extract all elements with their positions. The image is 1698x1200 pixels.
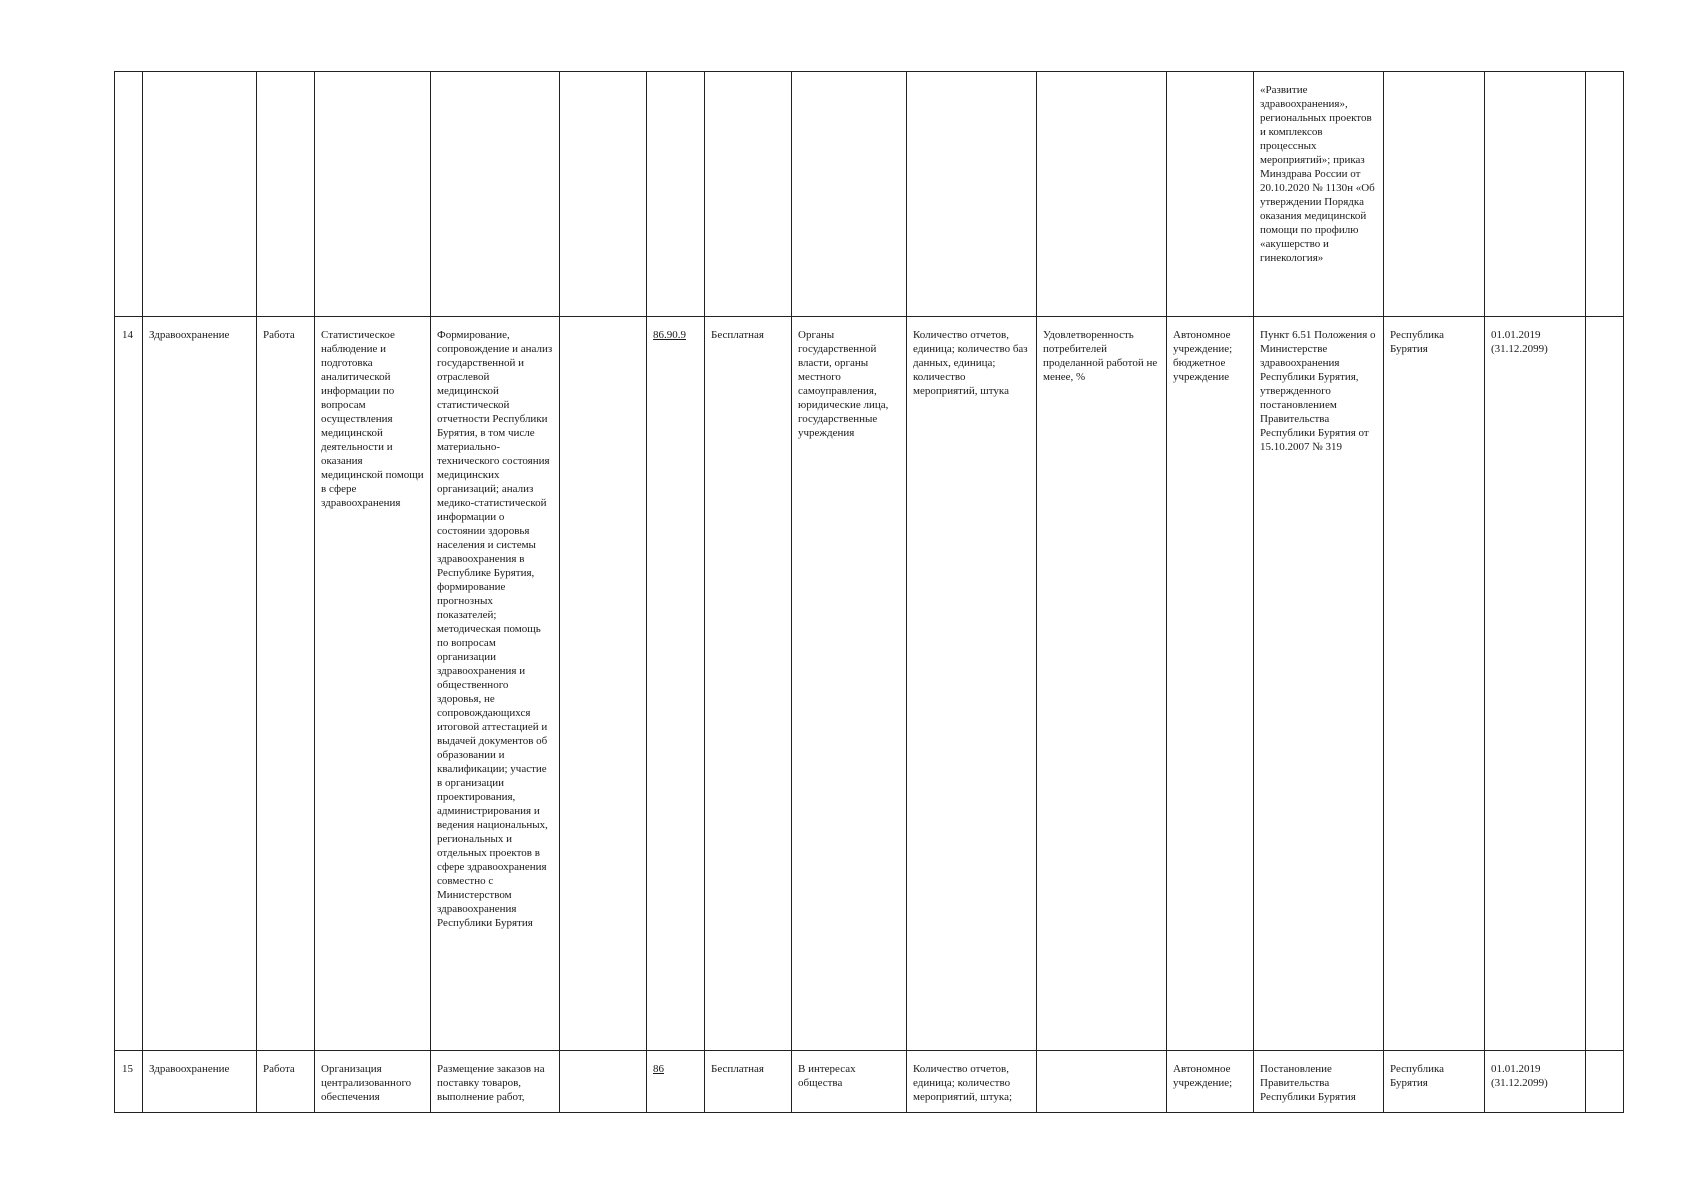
cell-last [1586, 317, 1624, 1051]
cell-quality-indicators [1037, 72, 1167, 317]
cell-legal-basis [1254, 72, 1384, 317]
cell-number [115, 72, 143, 317]
cell-dates: 01.01.2019 (31.12.2099) [1485, 1051, 1586, 1113]
cell-sphere [143, 72, 257, 317]
table-row [115, 1051, 1624, 1113]
cell-institution-type: Автономное учреждение; бюджетное учреждение [1167, 317, 1254, 1051]
cell-content: Формирование, сопровождение и анализ государственной и отраслевой медицинской статистической отчетности Республики Бурятия, в том числе материально-технического состояния медицинских организаций; анализ медико-статистической информации о состоянии здоровья населения и системы здравоохранения в Республике Бурятия, формирование прогнозных показателей; методическая помощь по вопросам организации здравоохранения и общественного здоровья, не сопровождающихся итоговой аттестацией и выдачей документов об образовании и квалификации; участие в организации проектирования, администрирования и ведения национальных, региональных и отдельных проектов в сфере здравоохранения совместно с Министерством здравоохранения Республики Бурятия [431, 317, 560, 1051]
cell-type: Работа [257, 317, 315, 1051]
cell-quality-indicators: Удовлетворенность потребителей проделанной работой не менее, % [1037, 317, 1167, 1051]
cell-content [431, 72, 560, 317]
cell-type: Работа [257, 1051, 315, 1113]
cell-level: Республика Бурятия [1384, 317, 1485, 1051]
registry-table [114, 71, 1624, 1113]
cell-last [1586, 1051, 1624, 1113]
cell-empty [560, 317, 647, 1051]
cell-number: 15 [115, 1051, 143, 1113]
cell-payment: Бесплатная [705, 317, 792, 1051]
cell-name: Организация централизованного обеспечения [315, 1051, 431, 1113]
okved-link[interactable]: 86 [653, 1063, 664, 1075]
cell-sphere: Здравоохранение [143, 1051, 257, 1113]
cell-sphere: Здравоохранение [143, 317, 257, 1051]
okved-link[interactable]: 86.90.9 [653, 329, 686, 341]
cell-okved[interactable] [647, 317, 705, 1051]
legal-basis-text: «Развитие здравоохранения», региональных проектов и комплексов процессных мероприятий»; приказ Минздрава России от 20.10.2020 № 1130н «Об утверждении Порядка оказания медицинской помощи по профилю «акушерство и гинекология» [1260, 84, 1375, 264]
cell-legal-basis: Постановление Правительства Республики Бурятия [1254, 1051, 1384, 1113]
cell-last [1586, 72, 1624, 317]
cell-content: Размещение заказов на поставку товаров, выполнение работ, [431, 1051, 560, 1113]
table-row-continuation [115, 72, 1624, 317]
cell-consumers [792, 72, 907, 317]
table-row [115, 317, 1624, 1051]
cell-volume-indicators: Количество отчетов, единица; количество мероприятий, штука; [907, 1051, 1037, 1113]
cell-dates: 01.01.2019 (31.12.2099) [1485, 317, 1586, 1051]
cell-empty [560, 72, 647, 317]
cell-payment [705, 72, 792, 317]
cell-level [1384, 72, 1485, 317]
cell-institution-type [1167, 72, 1254, 317]
cell-number: 14 [115, 317, 143, 1051]
cell-okved[interactable] [647, 1051, 705, 1113]
cell-payment: Бесплатная [705, 1051, 792, 1113]
cell-volume-indicators: Количество отчетов, единица; количество баз данных, единица; количество мероприятий, штука [907, 317, 1037, 1051]
cell-legal-basis: Пункт 6.51 Положения о Министерстве здравоохранения Республики Бурятия, утвержденного постановлением Правительства Республики Бурятия от 15.10.2007 № 319 [1254, 317, 1384, 1051]
cell-volume-indicators [907, 72, 1037, 317]
cell-name: Статистическое наблюдение и подготовка аналитической информации по вопросам осуществления медицинской деятельности и оказания медицинской помощи в сфере здравоохранения [315, 317, 431, 1051]
cell-consumers: В интересах общества [792, 1051, 907, 1113]
cell-consumers: Органы государственной власти, органы местного самоуправления, юридические лица, государственные учреждения [792, 317, 907, 1051]
cell-name [315, 72, 431, 317]
cell-level: Республика Бурятия [1384, 1051, 1485, 1113]
cell-dates [1485, 72, 1586, 317]
cell-okved [647, 72, 705, 317]
cell-institution-type: Автономное учреждение; [1167, 1051, 1254, 1113]
cell-type [257, 72, 315, 317]
cell-quality-indicators [1037, 1051, 1167, 1113]
cell-empty [560, 1051, 647, 1113]
